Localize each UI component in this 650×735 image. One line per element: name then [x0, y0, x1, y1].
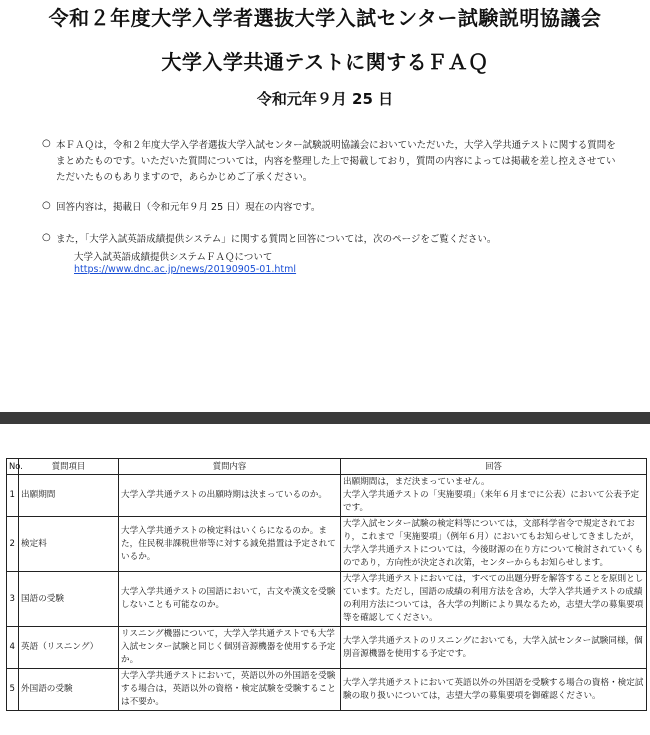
header-item: 質問項目 — [19, 459, 119, 475]
faq-table-body — [7, 475, 647, 711]
cell-question: 大学入学共通テストの検定料はいくらになるのか。また，住民税非課税世帯等に対する減免措置は予定されているか。 — [119, 517, 341, 572]
cell-question: 大学入学共通テストの国語において，古文や漢文を受験しないことも可能なのか。 — [119, 572, 341, 627]
cell-answer: 出願期間は，まだ決まっていません。 大学入学共通テストの「実施要項」（来年６月までに公表）において公表予定です。 — [341, 475, 647, 517]
bullet-3: ○ — [42, 232, 51, 243]
cell-no: 5 — [7, 669, 19, 711]
table-row — [7, 572, 647, 627]
page-2 — [0, 424, 650, 735]
cell-question: リスニング機器について，大学入学共通テストでも大学入試センター試験と同じく個別音源機器を使用する予定か。 — [119, 627, 341, 669]
bullet-2: ○ — [42, 200, 51, 211]
document-subtitle: 大学入学共通テストに関するＦＡＱ — [161, 50, 489, 74]
cell-no: 2 — [7, 517, 19, 572]
intro-paragraph-3: また，「大学入試英語成績提供システム」に関する質問と回答については，次のページをご覧ください。 — [56, 234, 497, 245]
table-row — [7, 669, 647, 711]
table-header-row — [7, 459, 647, 475]
cell-question: 大学入学共通テストにおいて，英語以外の外国語を受験する場合は，英語以外の資格・検定試験を受験することは不要か。 — [119, 669, 341, 711]
header-no: No. — [7, 459, 19, 475]
cell-no: 3 — [7, 572, 19, 627]
cell-question: 大学入学共通テストの出願時期は決まっているのか。 — [119, 475, 341, 517]
document-title: 令和２年度大学入学者選抜大学入試センター試験説明協議会 — [48, 6, 602, 30]
intro-paragraph-1: 本ＦＡＱは，令和２年度大学入学者選抜大学入試センター試験説明協議会においていただいた，大学入学共通テストに関する質問をまとめたものです。いただいた質問については，内容を整理した上で掲載しており，質問の内容によっては掲載を差し控えさせていただいたものもありますので，あらかじめご了承ください。 — [56, 140, 616, 183]
table-row — [7, 475, 647, 517]
cell-item: 検定料 — [19, 517, 119, 572]
intro-paragraph-2: 回答内容は，掲載日（令和元年９月 25 日）現在の内容です。 — [56, 202, 321, 213]
table-row — [7, 517, 647, 572]
bullet-1: ○ — [42, 138, 51, 149]
cell-no: 4 — [7, 627, 19, 669]
header-question: 質問内容 — [119, 459, 341, 475]
table-row — [7, 627, 647, 669]
english-faq-link[interactable]: https://www.dnc.ac.jp/news/20190905-01.html — [74, 264, 297, 275]
cell-item: 英語（リスニング） — [19, 627, 119, 669]
cell-item: 国語の受験 — [19, 572, 119, 627]
cell-answer: 大学入学共通テストにおいては，すべての出題分野を解答することを原則としています。ただし，国語の成績の利用方法を含め，大学入学共通テストの成績の利用方法については，各大学の判断により異なるため，志望大学の募集要項等を確認してください。 — [341, 572, 647, 627]
cell-no: 1 — [7, 475, 19, 517]
header-answer: 回答 — [341, 459, 647, 475]
page-divider — [0, 412, 650, 424]
cell-item: 外国語の受験 — [19, 669, 119, 711]
faq-table — [6, 458, 647, 711]
publication-date: 令和元年９月 25 日 — [256, 90, 394, 108]
cell-answer: 大学入学共通テストにおいて英語以外の外国語を受験する場合の資格・検定試験の取り扱いについては，志望大学の募集要項を御確認ください。 — [341, 669, 647, 711]
cell-answer: 大学入試センター試験の検定料等については，文部科学省令で規定されており，これまで「実施要項」（例年６月）においてもお知らせしてきましたが，大学入学共通テストについては，今後財源の在り方について検討されていくものであり，方向性が決定され次第，センターからもお知らせします。 — [341, 517, 647, 572]
cell-item: 出願期間 — [19, 475, 119, 517]
cell-answer: 大学入学共通テストのリスニングにおいても，大学入試センター試験同様，個別音源機器を使用する予定です。 — [341, 627, 647, 669]
english-faq-label: 大学入試英語成績提供システムＦＡＱについて — [74, 252, 273, 263]
